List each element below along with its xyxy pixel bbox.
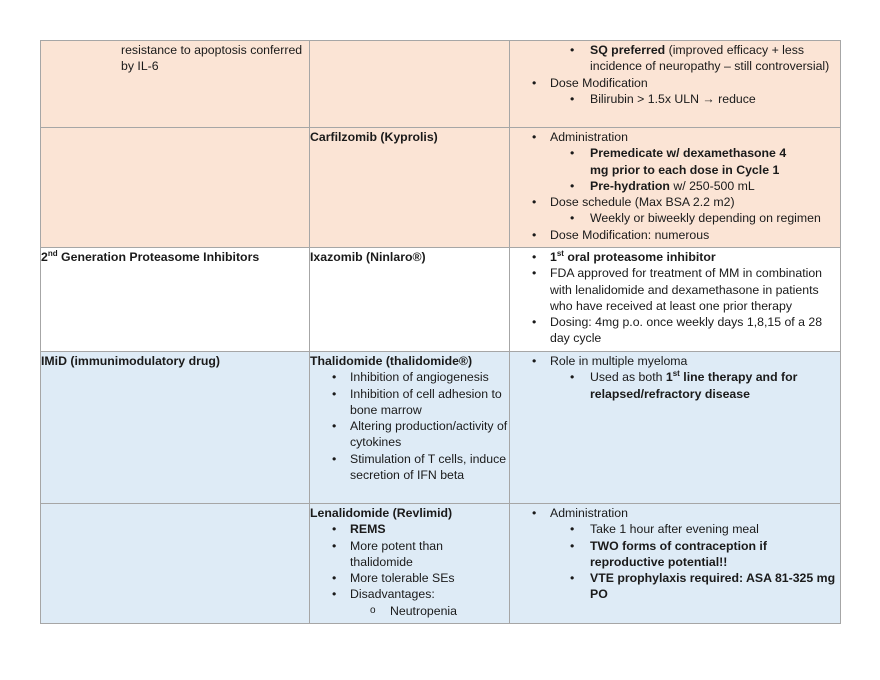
- text: Administration: [550, 506, 628, 520]
- list-item: • Weekly or biweekly depending on regimen: [550, 210, 840, 226]
- sub-list: [350, 603, 509, 619]
- list-item: • Dosing: 4mg p.o. once weekly days 1,8,15 of a 28 day cycle: [510, 314, 840, 347]
- text: Generation Proteasome Inhibitors: [57, 250, 260, 264]
- text: Dose schedule (Max BSA 2.2 m2): [550, 195, 735, 210]
- bullet-list: [510, 129, 840, 243]
- sub-list: [510, 42, 840, 75]
- text: w/ 250-500 mL: [669, 178, 755, 193]
- category-title: [41, 249, 309, 265]
- bullet-list: [310, 521, 509, 619]
- list-item: [550, 42, 840, 75]
- list-item: • FDA approved for treatment of MM in combination with lenalidomide and dexamethasone in patients who have received at least one prior therapy: [510, 265, 840, 314]
- drug-name: Thalidomide (thalidomide®): [310, 354, 473, 368]
- list-item: [550, 538, 840, 571]
- text: Administration: [550, 130, 628, 144]
- text: 1: [665, 370, 673, 385]
- list-item: • Stimulation of T cells, induce secretion of IFN beta: [310, 451, 509, 484]
- table-cell: [41, 504, 310, 624]
- sub-list: [550, 145, 840, 194]
- list-item: [510, 505, 840, 603]
- bold-text: VTE prophylaxis required: ASA 81-325 mg PO: [590, 571, 836, 602]
- table-row: [41, 128, 841, 248]
- list-item: o Neutropenia: [350, 603, 509, 619]
- table-cell: [510, 248, 841, 352]
- text: Dose Modification: [550, 75, 648, 90]
- sub-list: [550, 521, 840, 602]
- superscript: nd: [47, 248, 58, 258]
- bold-text: Pre-hydration: [590, 178, 670, 193]
- list-item: [510, 75, 840, 108]
- list-item: • Bilirubin > 1.5x ULN → reduce: [550, 91, 840, 107]
- table-cell: [310, 352, 510, 504]
- table-cell: [310, 41, 510, 128]
- table-cell: [310, 504, 510, 624]
- bullet-list: [510, 249, 840, 347]
- list-item: [550, 369, 840, 402]
- list-item: [550, 570, 840, 603]
- list-item: • Take 1 hour after evening meal: [550, 521, 840, 537]
- list-item: [510, 42, 840, 75]
- table-cell: [310, 248, 510, 352]
- list-item: [310, 521, 509, 537]
- text: 1: [550, 250, 557, 264]
- text: oral proteasome inhibitor: [563, 250, 716, 264]
- sub-list: [550, 369, 840, 402]
- drug-name: Lenalidomide (Revlimid): [310, 506, 453, 520]
- table-cell: [510, 504, 841, 624]
- bullet-list: [510, 505, 840, 603]
- table-row: [41, 504, 841, 624]
- text: line therapy and for relapsed/refractory disease: [590, 370, 798, 401]
- text: (improved efficacy + less incidence of neuropathy – still controversial): [590, 43, 830, 74]
- table-cell: [510, 41, 841, 128]
- list-item: [510, 194, 840, 227]
- table-cell: [310, 128, 510, 248]
- list-item: [510, 249, 840, 265]
- category-title: IMiD (immunimodulatory drug): [41, 354, 220, 368]
- superscript: st: [672, 369, 680, 379]
- list-item: • More tolerable SEs: [310, 570, 509, 586]
- drug-name: Carfilzomib (Kyprolis): [310, 130, 438, 144]
- bullet-list: [510, 42, 840, 107]
- bullet-list: [310, 369, 509, 483]
- table-cell: [41, 248, 310, 352]
- sub-list: [550, 91, 840, 107]
- list-item: [550, 145, 840, 178]
- table-cell: [510, 128, 841, 248]
- table-cell: [510, 352, 841, 504]
- list-item: • Altering production/activity of cytokines: [310, 418, 509, 451]
- list-item: • Inhibition of angiogenesis: [310, 369, 509, 385]
- table-cell: [41, 128, 310, 248]
- cell-text: resistance to apoptosis conferred by IL-6: [121, 43, 303, 74]
- table-cell: [41, 41, 310, 128]
- list-item: • Inhibition of cell adhesion to bone marrow: [310, 386, 509, 419]
- list-item: • More potent than thalidomide: [310, 538, 509, 571]
- list-item: [510, 129, 840, 194]
- list-item: [310, 586, 509, 619]
- table-row: [41, 41, 841, 128]
- bold-text: TWO forms of contraception if reproductive potential!!: [590, 538, 767, 569]
- drug-table: [40, 40, 841, 624]
- bold-text: SQ preferred: [590, 43, 666, 57]
- text: Role in multiple myeloma: [550, 354, 688, 368]
- bold-text: Premedicate w/ dexamethasone 4 mg prior to each dose in Cycle 1: [590, 146, 787, 177]
- sub-list: [550, 210, 840, 226]
- list-item: • Dose Modification: numerous: [510, 227, 840, 243]
- bold-text: REMS: [350, 522, 386, 537]
- text: Disadvantages:: [350, 587, 435, 602]
- list-item: [510, 353, 840, 402]
- list-item: [550, 178, 840, 194]
- drug-name: Ixazomib (Ninlaro®): [310, 250, 426, 264]
- superscript: st: [556, 248, 564, 258]
- text: 2: [41, 250, 48, 264]
- bullet-list: [510, 353, 840, 402]
- text: Used as both: [590, 370, 666, 385]
- table-cell: [41, 352, 310, 504]
- table-row: [41, 248, 841, 352]
- table-row: [41, 352, 841, 504]
